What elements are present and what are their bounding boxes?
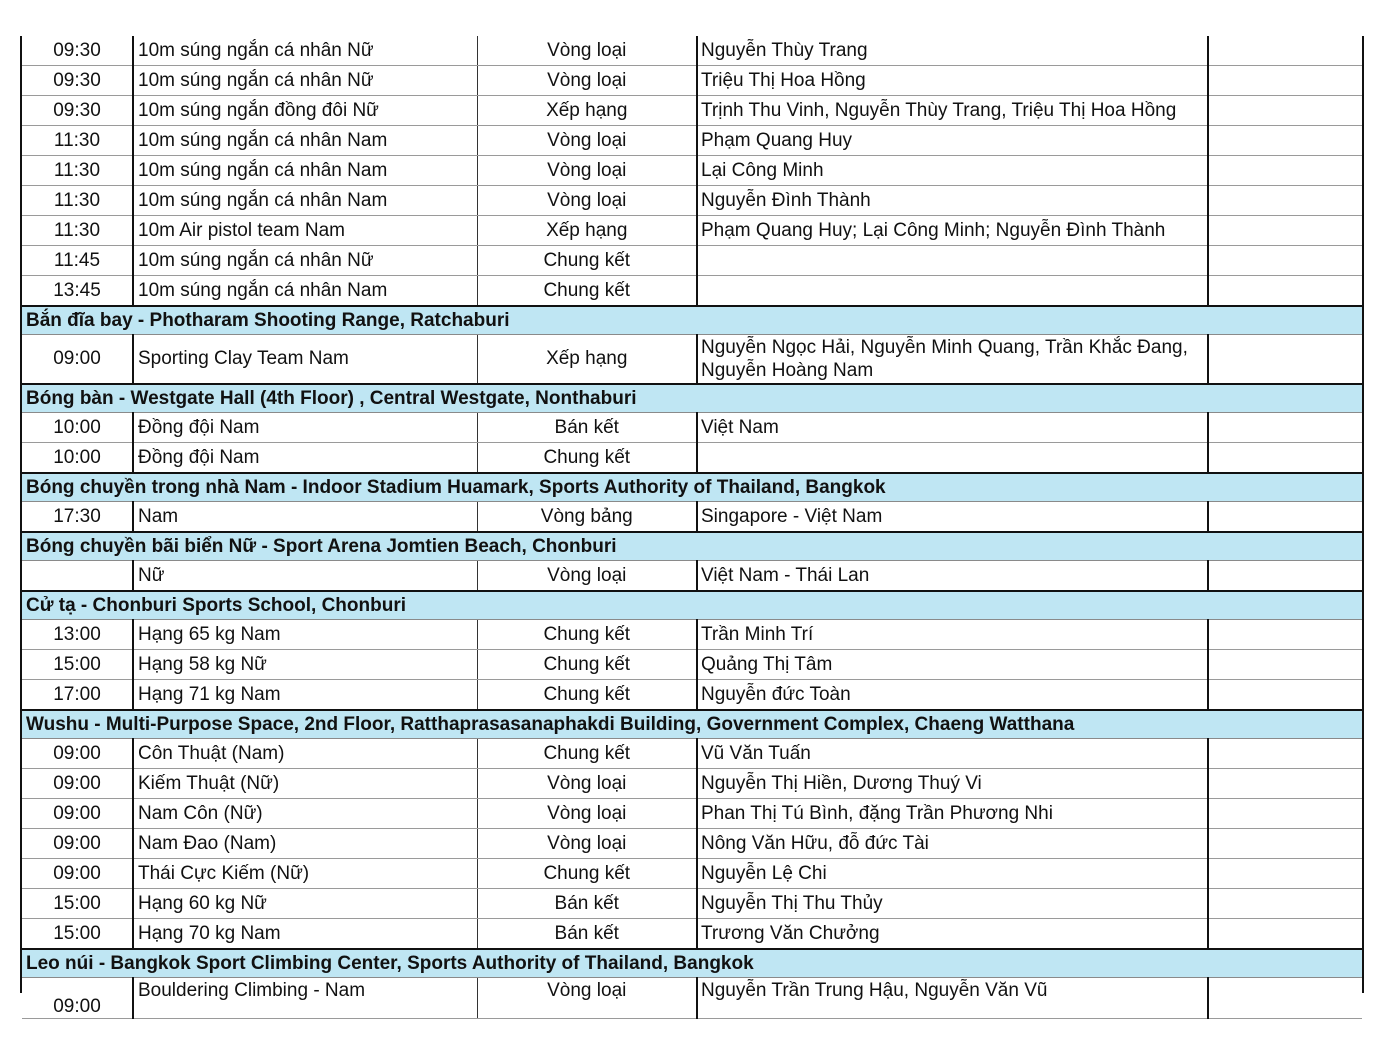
event-cell: 10m Air pistol team Nam — [133, 216, 477, 246]
time-cell: 13:45 — [22, 276, 133, 307]
schedule-table — [22, 36, 1362, 1019]
round-cell: Chung kết — [477, 246, 697, 276]
table-row — [22, 978, 1362, 1019]
event-cell: Hạng 70 kg Nam — [133, 919, 477, 950]
round-cell: Chung kết — [477, 859, 697, 889]
section-header-weightlifting — [22, 591, 1362, 620]
round-cell: Bán kết — [477, 889, 697, 919]
athletes-cell: Singapore - Việt Nam — [697, 502, 1208, 533]
notes-cell — [1208, 186, 1362, 216]
athletes-cell: Nguyễn Thị Thu Thủy — [697, 889, 1208, 919]
table-row — [22, 680, 1362, 711]
athletes-cell — [697, 443, 1208, 474]
time-cell: 09:30 — [22, 66, 133, 96]
notes-cell — [1208, 276, 1362, 307]
round-cell: Vòng loại — [477, 36, 697, 66]
event-cell: Côn Thuật (Nam) — [133, 739, 477, 769]
event-cell: 10m súng ngắn cá nhân Nam — [133, 186, 477, 216]
time-cell: 09:00 — [22, 335, 133, 385]
athletes-cell: Trịnh Thu Vinh, Nguyễn Thùy Trang, Triệu Thị Hoa Hồng — [697, 96, 1208, 126]
time-cell: 09:00 — [22, 859, 133, 889]
table-row — [22, 443, 1362, 474]
time-cell: 15:00 — [22, 650, 133, 680]
athletes-cell: Nguyễn Thị Hiền, Dương Thuý Vi — [697, 769, 1208, 799]
athletes-cell: Phạm Quang Huy; Lại Công Minh; Nguyễn Đình Thành — [697, 216, 1208, 246]
table-row — [22, 859, 1362, 889]
table-row — [22, 186, 1362, 216]
time-cell: 11:30 — [22, 186, 133, 216]
section-header-climbing — [22, 949, 1362, 978]
notes-cell — [1208, 156, 1362, 186]
notes-cell — [1208, 769, 1362, 799]
athletes-cell: Trần Minh Trí — [697, 620, 1208, 650]
table-row — [22, 769, 1362, 799]
athletes-cell: Trương Văn Chưởng — [697, 919, 1208, 950]
table-row — [22, 335, 1362, 385]
section-title: Leo núi - Bangkok Sport Climbing Center, Sports Authority of Thailand, Bangkok — [22, 949, 1362, 978]
athletes-cell: Việt Nam - Thái Lan — [697, 561, 1208, 592]
round-cell: Xếp hạng — [477, 96, 697, 126]
round-cell: Xếp hạng — [477, 335, 697, 385]
section-title: Wushu - Multi-Purpose Space, 2nd Floor, Ratthaprasasanaphakdi Building, Government Complex, Chaeng Watthana — [22, 710, 1362, 739]
round-cell: Chung kết — [477, 620, 697, 650]
athletes-cell: Nguyễn Thùy Trang — [697, 36, 1208, 66]
notes-cell — [1208, 502, 1362, 533]
section-title: Bóng chuyền trong nhà Nam - Indoor Stadium Huamark, Sports Authority of Thailand, Bangkok — [22, 473, 1362, 502]
notes-cell — [1208, 66, 1362, 96]
table-row — [22, 126, 1362, 156]
table-row — [22, 561, 1362, 592]
section-header-clay-shooting — [22, 306, 1362, 335]
notes-cell — [1208, 829, 1362, 859]
notes-cell — [1208, 889, 1362, 919]
time-cell: 09:00 — [22, 978, 133, 1019]
notes-cell — [1208, 335, 1362, 385]
athletes-cell: Phạm Quang Huy — [697, 126, 1208, 156]
table-row — [22, 66, 1362, 96]
event-cell: Nam Côn (Nữ) — [133, 799, 477, 829]
round-cell: Vòng loại — [477, 799, 697, 829]
round-cell: Bán kết — [477, 413, 697, 443]
time-cell: 09:30 — [22, 96, 133, 126]
section-header-indoor-volleyball — [22, 473, 1362, 502]
notes-cell — [1208, 96, 1362, 126]
round-cell: Vòng loại — [477, 156, 697, 186]
notes-cell — [1208, 126, 1362, 156]
time-cell: 11:30 — [22, 126, 133, 156]
event-cell: 10m súng ngắn cá nhân Nam — [133, 126, 477, 156]
event-cell: Đồng đội Nam — [133, 443, 477, 474]
table-row — [22, 829, 1362, 859]
round-cell: Vòng bảng — [477, 502, 697, 533]
event-cell: Hạng 58 kg Nữ — [133, 650, 477, 680]
event-cell: Nữ — [133, 561, 477, 592]
time-cell: 09:00 — [22, 829, 133, 859]
table-row — [22, 156, 1362, 186]
round-cell: Vòng loại — [477, 126, 697, 156]
round-cell: Vòng loại — [477, 66, 697, 96]
time-cell — [22, 561, 133, 592]
table-row — [22, 246, 1362, 276]
round-cell: Chung kết — [477, 680, 697, 711]
table-row — [22, 276, 1362, 307]
round-cell: Vòng loại — [477, 769, 697, 799]
round-cell: Chung kết — [477, 443, 697, 474]
table-row — [22, 739, 1362, 769]
notes-cell — [1208, 561, 1362, 592]
notes-cell — [1208, 620, 1362, 650]
event-cell: Hạng 60 kg Nữ — [133, 889, 477, 919]
table-row — [22, 216, 1362, 246]
event-cell: Nam — [133, 502, 477, 533]
event-cell: Thái Cực Kiếm (Nữ) — [133, 859, 477, 889]
round-cell: Bán kết — [477, 919, 697, 950]
notes-cell — [1208, 859, 1362, 889]
notes-cell — [1208, 413, 1362, 443]
event-cell: 10m súng ngắn đồng đôi Nữ — [133, 96, 477, 126]
table-row — [22, 919, 1362, 950]
athletes-cell: Nguyễn Trần Trung Hậu, Nguyễn Văn Vũ — [697, 978, 1208, 1019]
time-cell: 17:00 — [22, 680, 133, 711]
time-cell: 11:45 — [22, 246, 133, 276]
athletes-cell: Triệu Thị Hoa Hồng — [697, 66, 1208, 96]
section-header-table-tennis — [22, 384, 1362, 413]
notes-cell — [1208, 36, 1362, 66]
table-row — [22, 96, 1362, 126]
time-cell: 09:00 — [22, 739, 133, 769]
athletes-cell: Nguyễn đức Toàn — [697, 680, 1208, 711]
table-row — [22, 650, 1362, 680]
event-cell: Hạng 65 kg Nam — [133, 620, 477, 650]
time-cell: 11:30 — [22, 156, 133, 186]
notes-cell — [1208, 919, 1362, 950]
event-cell: Kiếm Thuật (Nữ) — [133, 769, 477, 799]
notes-cell — [1208, 443, 1362, 474]
athletes-cell: Việt Nam — [697, 413, 1208, 443]
time-cell: 15:00 — [22, 889, 133, 919]
round-cell: Chung kết — [477, 276, 697, 307]
event-cell: 10m súng ngắn cá nhân Nữ — [133, 246, 477, 276]
time-cell: 11:30 — [22, 216, 133, 246]
round-cell: Vòng loại — [477, 829, 697, 859]
time-cell: 10:00 — [22, 413, 133, 443]
notes-cell — [1208, 799, 1362, 829]
event-cell: Sporting Clay Team Nam — [133, 335, 477, 385]
table-row — [22, 889, 1362, 919]
time-cell: 09:30 — [22, 36, 133, 66]
event-cell: Bouldering Climbing - Nam — [133, 978, 477, 1019]
round-cell: Xếp hạng — [477, 216, 697, 246]
notes-cell — [1208, 246, 1362, 276]
athletes-cell: Nông Văn Hữu, đỗ đức Tài — [697, 829, 1208, 859]
round-cell: Vòng loại — [477, 561, 697, 592]
time-cell: 15:00 — [22, 919, 133, 950]
time-cell: 17:30 — [22, 502, 133, 533]
notes-cell — [1208, 216, 1362, 246]
time-cell: 09:00 — [22, 769, 133, 799]
table-row — [22, 620, 1362, 650]
event-cell: Hạng 71 kg Nam — [133, 680, 477, 711]
section-title: Bóng chuyền bãi biển Nữ - Sport Arena Jomtien Beach, Chonburi — [22, 532, 1362, 561]
notes-cell — [1208, 650, 1362, 680]
event-cell: Nam Đao (Nam) — [133, 829, 477, 859]
time-cell: 10:00 — [22, 443, 133, 474]
schedule-sheet — [20, 36, 1364, 1017]
time-cell: 13:00 — [22, 620, 133, 650]
athletes-cell: Quảng Thị Tâm — [697, 650, 1208, 680]
athletes-cell: Nguyễn Ngọc Hải, Nguyễn Minh Quang, Trần Khắc Đang, Nguyễn Hoàng Nam — [697, 335, 1208, 385]
time-cell: 09:00 — [22, 799, 133, 829]
notes-cell — [1208, 680, 1362, 711]
section-title: Bóng bàn - Westgate Hall (4th Floor) , Central Westgate, Nonthaburi — [22, 384, 1362, 413]
athletes-cell — [697, 276, 1208, 307]
round-cell: Chung kết — [477, 650, 697, 680]
section-title: Bắn đĩa bay - Photharam Shooting Range, Ratchaburi — [22, 306, 1362, 335]
table-row — [22, 413, 1362, 443]
event-cell: 10m súng ngắn cá nhân Nam — [133, 276, 477, 307]
athletes-cell — [697, 246, 1208, 276]
round-cell: Vòng loại — [477, 186, 697, 216]
notes-cell — [1208, 978, 1362, 1019]
round-cell: Vòng loại — [477, 978, 697, 1019]
notes-cell — [1208, 739, 1362, 769]
event-cell: 10m súng ngắn cá nhân Nam — [133, 156, 477, 186]
section-header-beach-volleyball — [22, 532, 1362, 561]
athletes-cell: Nguyễn Lệ Chi — [697, 859, 1208, 889]
section-title: Cử tạ - Chonburi Sports School, Chonburi — [22, 591, 1362, 620]
event-cell: Đồng đội Nam — [133, 413, 477, 443]
athletes-cell: Nguyễn Đình Thành — [697, 186, 1208, 216]
athletes-cell: Vũ Văn Tuấn — [697, 739, 1208, 769]
athletes-cell: Lại Công Minh — [697, 156, 1208, 186]
athletes-cell: Phan Thị Tú Bình, đặng Trần Phương Nhi — [697, 799, 1208, 829]
event-cell: 10m súng ngắn cá nhân Nữ — [133, 66, 477, 96]
section-header-wushu — [22, 710, 1362, 739]
table-row — [22, 502, 1362, 533]
table-row — [22, 36, 1362, 66]
event-cell: 10m súng ngắn cá nhân Nữ — [133, 36, 477, 66]
round-cell: Chung kết — [477, 739, 697, 769]
table-row — [22, 799, 1362, 829]
